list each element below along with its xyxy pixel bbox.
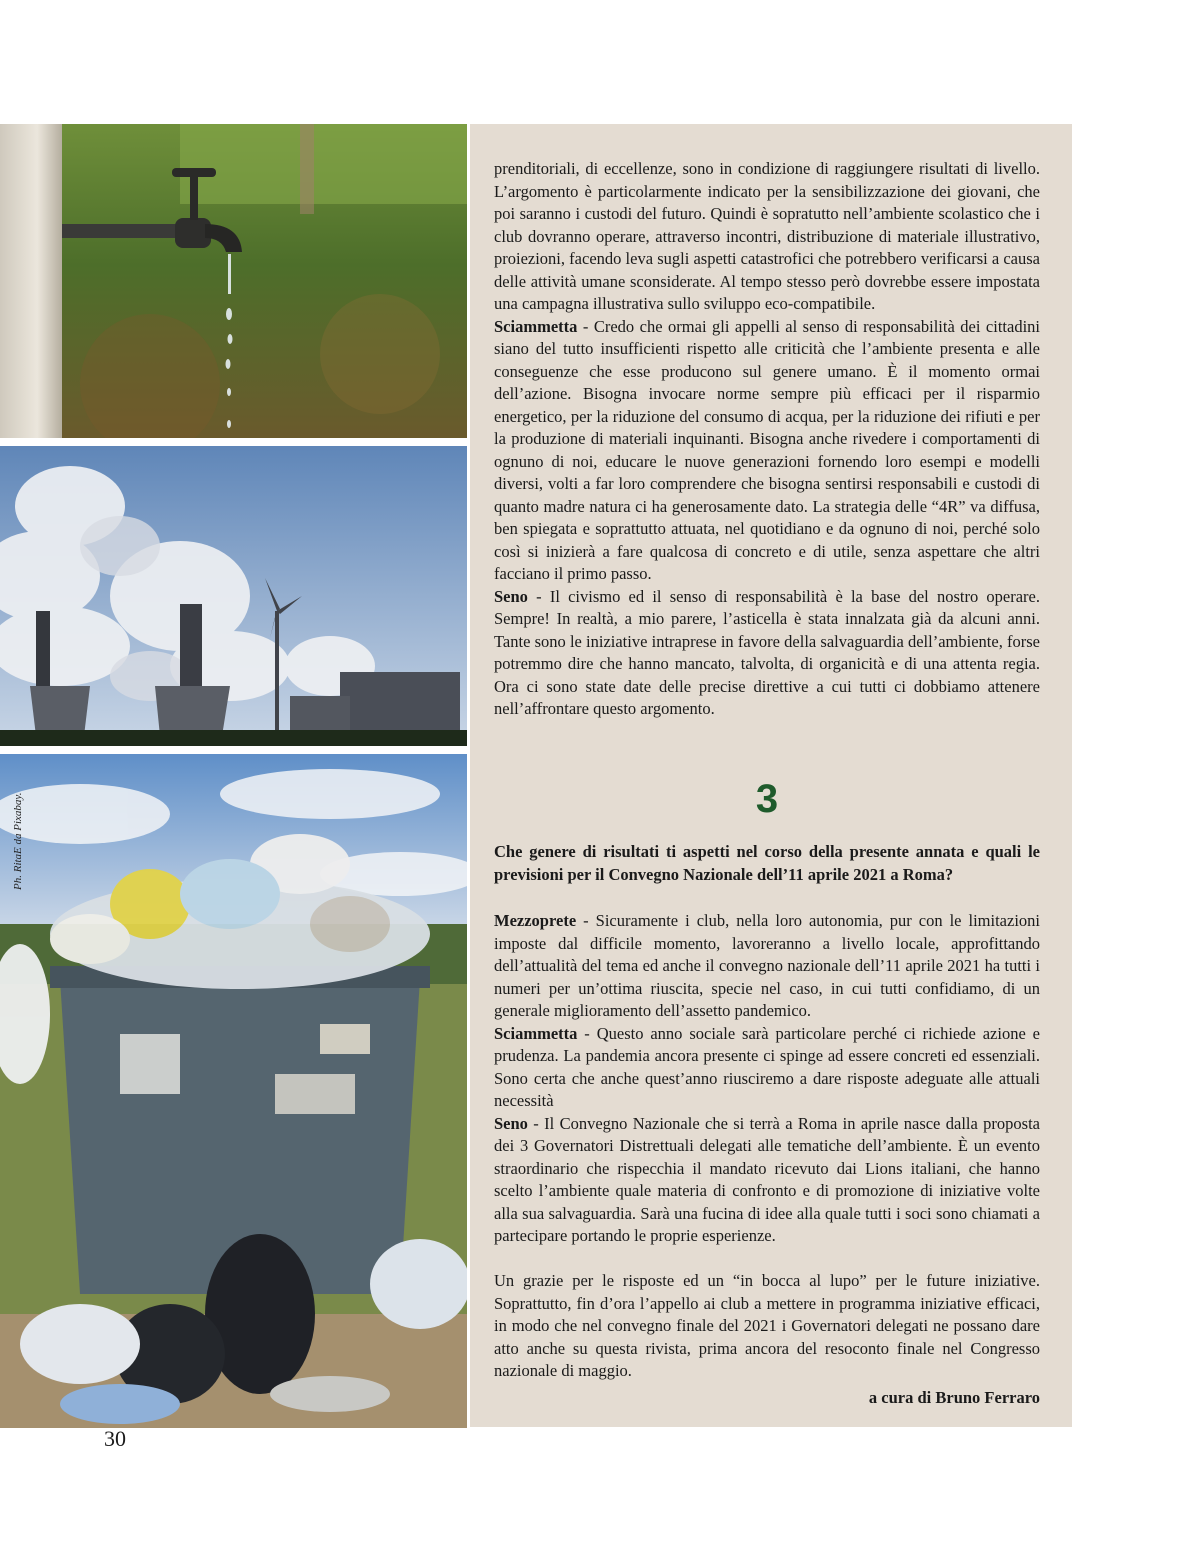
paragraph: prenditoriali, di eccellenze, sono in condizione di raggiungere risultati di livello. L’argomento è particolarmente indicato per la sensibilizzazione dei giovani, che poi saranno i custodi del futuro. Quindi è sopratutto nell’ambiente scolastico che i club dovranno operare, attraverso incontri, distribuzione di materiale illustrativo, proiezioni, facendo leva sugli aspetti catastrofici che potrebbero verificarsi a causa delle attività umane sconsiderate. Al tempo stesso però dovrebbe essere impostata una campagna illustrativa sullo sviluppo eco-compatibile. [494, 159, 1040, 313]
paragraph [494, 1113, 1040, 1248]
speaker-name: Sciammetta [494, 1023, 578, 1043]
water-tap-photo [0, 124, 467, 438]
paragraph-text: - Credo che ormai gli appelli al senso di responsabilità dei cittadini siano del tutto insufficienti rispetto alle criticità che l’ambiente presenta e alle conseguenze che esse producono sul genere umano. È il momento ormai dell’azione. Bisogna invocare norme sempre più efficaci per il risparmio energetico, per la riduzione del consumo di acqua, per la riduzione dei rifiuti e per la produzione di materiali inquinanti. Bisogna anche rivedere i comportamenti di ognuno di noi, educare le nuove generazioni fornendo loro esempi e modelli diversi, volti a far loro comprendere che bisogna sentirsi responsabili e custodi di quanto madre natura ci ha generosamente dato. La strategia delle “4R” va diffusa, ben spiegata e soprattutto attuata, nel quotidiano e da ognuno di noi, perché solo così si inizierà a fare qualcosa di concreto e di utile, senza aspettare che altri facciano il primo passo. [494, 316, 1040, 583]
section-number: 3 [755, 777, 779, 821]
power-plant-illustration [0, 446, 467, 746]
paragraph [494, 316, 1040, 586]
paragraph-text: - Sicuramente i club, nella loro autonomia, pur con le limitazioni imposte dal difficile momento, lavoreranno a livello locale, approfittando dell’attualità del tema ed anche il convegno nazionale dell’11 aprile 2021 ha tutti i numeri per un’ottima riuscita, specie nel caso, in cui tutti confidiamo, di un generale miglioramento dell’assetto pandemico. [494, 911, 1040, 1020]
speaker-name: Seno [494, 586, 528, 606]
paragraph [494, 1023, 1040, 1113]
speaker-name: Sciammetta [494, 316, 578, 336]
paragraph [494, 910, 1040, 1023]
power-plant-photo [0, 446, 467, 746]
interview-question: Che genere di risultati ti aspetti nel corso della presente annata e quali le previsioni per il Convegno Nazionale dell’11 aprile 2021 a Roma? [494, 842, 1040, 884]
article-block-1 [494, 158, 1040, 721]
paragraph [494, 586, 1040, 721]
article-block-2 [494, 910, 1040, 1248]
photo-credit: Ph. RitaE da Pixabay. [12, 792, 24, 890]
overflowing-bin-illustration [0, 754, 467, 1428]
paragraph-text: - Il civismo ed il senso di responsabilità è la base del nostro operare. Sempre! In realtà, a mio parere, l’asticella è stata innalzata già da alcuni anni. Tante sono le iniziative intraprese in favore della salvaguardia dell’ambiente, forse potremmo dire che hanno mancato, talvolta, di organicità e di una attenta regia. Ora ci sono state date delle precise direttive a cui tutti ci dobbiamo attenere nell’affrontare questo argomento. [494, 586, 1040, 718]
speaker-name: Mezzoprete [494, 911, 577, 930]
author-signature: a cura di Bruno Ferraro [868, 1388, 1040, 1407]
overflowing-bin-photo [0, 754, 467, 1428]
water-tap-illustration [0, 124, 467, 438]
paragraph-text: - Questo anno sociale sarà particolare perché ci richiede azione e prudenza. La pandemia ancora presente ci spinge ad essere concreti ed essenziali. Sono certa che anche quest’anno riusciremo a dare risposte adeguate alle attuali necessità [494, 1023, 1040, 1110]
closing-paragraph [494, 1270, 1040, 1383]
paragraph: Un grazie per le risposte ed un “in bocca al lupo” per le future iniziative. Soprattutto, fin d’ora l’appello ai club a mettere in programma iniziative efficaci, in modo che nel convegno finale del 2021 i Governatori delegati ne possano dare atto anche su questa rivista, prima ancora del resoconto finale nel Congresso nazionale di maggio. [494, 1271, 1040, 1380]
speaker-name: Seno [494, 1113, 528, 1133]
paragraph-text: - Il Convegno Nazionale che si terrà a Roma in aprile nasce dalla proposta dei 3 Governatori Distrettuali delegati alle tematiche dell’ambiente. È un evento straordinario che rispecchia il mandato ricevuto dai Lions italiani, che hanno scelto l’ambiente quale materia di confronto e di promozione di iniziative volte alla sua salvaguardia. Sarà una fucina di idee alla quale tutti i soci sono chiamati a partecipare portando le proprie esperienze. [494, 1113, 1040, 1245]
page-number: 30 [104, 1426, 126, 1451]
